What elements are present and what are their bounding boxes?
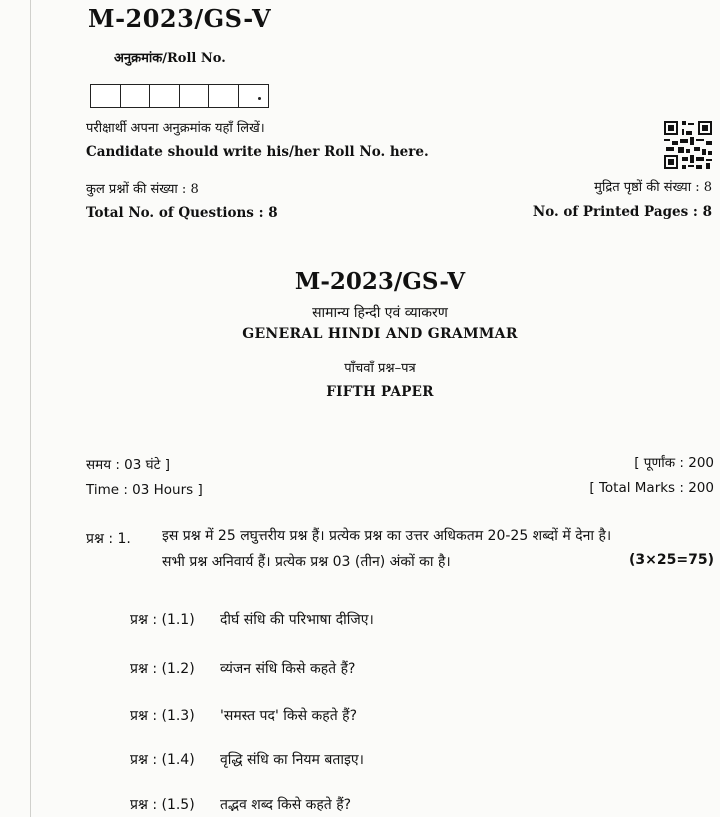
question-item	[130, 659, 355, 678]
roll-digit-box[interactable]	[179, 84, 210, 108]
question-text: वृद्धि संधि का नियम बताइए।	[220, 752, 364, 768]
paper-number-english: FIFTH PAPER	[326, 384, 434, 400]
roll-number-boxes[interactable]	[90, 84, 269, 108]
question-text: तद्भव शब्द किसे कहते हैं?	[220, 797, 352, 813]
question-1-instruction-line1: इस प्रश्न में 25 लघुत्तरीय प्रश्न हैं। प्रत्येक प्रश्न का उत्तर अधिकतम 20-25 शब्दों में देना है।	[162, 528, 612, 544]
question-1-label: प्रश्न : 1.	[86, 531, 131, 547]
question-item	[130, 610, 374, 629]
roll-instruction-english: Candidate should write his/her Roll No. here.	[86, 144, 429, 160]
roll-digit-box[interactable]	[120, 84, 151, 108]
question-item	[130, 750, 364, 769]
roll-number-label: अनुक्रमांक/Roll No.	[114, 51, 226, 66]
question-item	[130, 706, 357, 725]
pages-count-english: No. of Printed Pages : 8	[532, 204, 712, 220]
questions-count-english: Total No. of Questions : 8	[86, 205, 278, 221]
paper-code-title: M-2023/GS-V	[294, 268, 466, 295]
time-english: Time : 03 Hours ]	[86, 482, 203, 498]
page-margin-line	[30, 0, 31, 817]
subject-title-english: GENERAL HINDI AND GRAMMAR	[242, 326, 518, 342]
time-hindi: समय : 03 घंटे ]	[86, 457, 170, 473]
question-number: प्रश्न : (1.3)	[130, 708, 195, 724]
question-text: दीर्घ संधि की परिभाषा दीजिए।	[220, 612, 374, 628]
question-1-instruction-line2: सभी प्रश्न अनिवार्य हैं। प्रत्येक प्रश्न 03 (तीन) अंकों का है।	[162, 554, 451, 570]
question-text: व्यंजन संधि किसे कहते हैं?	[220, 661, 356, 677]
question-number: प्रश्न : (1.2)	[130, 661, 195, 677]
total-marks-english: [ Total Marks : 200	[589, 480, 714, 496]
question-item	[130, 795, 351, 814]
header-paper-code: M-2023/GS-V	[88, 4, 272, 33]
roll-digit-box[interactable]	[90, 84, 121, 108]
pages-count-hindi: मुद्रित पृष्ठों की संख्या : 8	[594, 180, 712, 195]
qr-code-icon	[662, 119, 714, 171]
question-number: प्रश्न : (1.1)	[130, 612, 195, 628]
roll-digit-box[interactable]	[149, 84, 180, 108]
paper-number-hindi: पाँचवाँ प्रश्न–पत्र	[344, 361, 416, 376]
question-number: प्रश्न : (1.4)	[130, 752, 195, 768]
total-marks-hindi: [ पूर्णांक : 200	[634, 455, 714, 471]
question-number: प्रश्न : (1.5)	[130, 797, 195, 813]
roll-instruction-hindi: परीक्षार्थी अपना अनुक्रमांक यहाँ लिखें।	[86, 121, 265, 136]
question-text: 'समस्त पद' किसे कहते हैं?	[220, 708, 358, 724]
question-1-marks: (3×25=75)	[629, 552, 714, 568]
roll-digit-box[interactable]	[208, 84, 239, 108]
roll-box-dot	[258, 97, 261, 100]
roll-digit-box[interactable]	[238, 84, 269, 108]
questions-count-hindi: कुल प्रश्नों की संख्या : 8	[86, 182, 199, 197]
subject-title-hindi: सामान्य हिन्दी एवं व्याकरण	[312, 305, 448, 321]
